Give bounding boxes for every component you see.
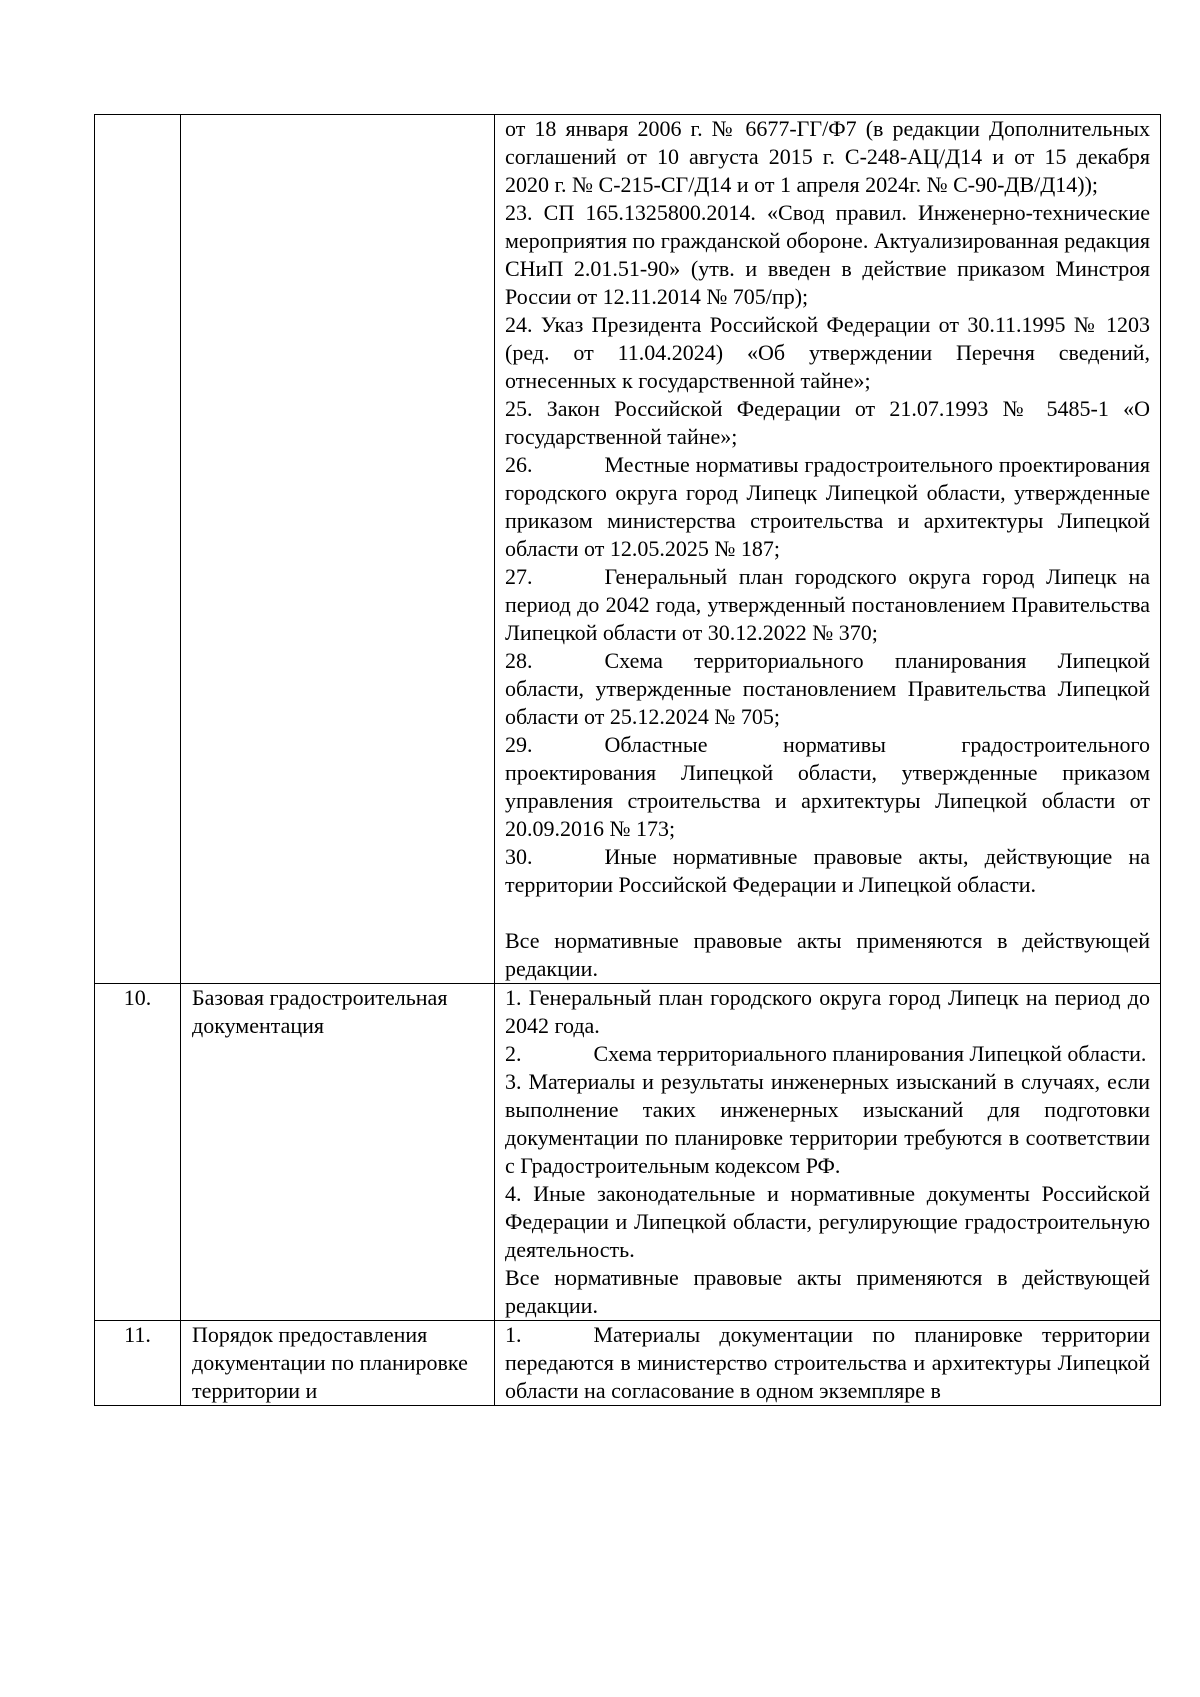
paragraph <box>505 1321 1150 1405</box>
row-number <box>95 115 181 984</box>
item-text: Генеральный план городского округа город Липецк на период до 2042 года, утвержденный постановлением Правительства Липецкой области от 30.12.2022 № 370; <box>505 564 1150 645</box>
table-row <box>95 984 1161 1321</box>
item-text: Схема территориального планирования Липецкой области. <box>593 1041 1147 1066</box>
paragraph <box>505 647 1150 731</box>
paragraph: 3. Материалы и результаты инженерных изысканий в случаях, если выполнение таких инженерных изысканий для подготовки документации по планировке территории требуются в соответствии с Градостроительным кодексом РФ. <box>505 1069 1150 1178</box>
item-text: Материалы документации по планировке территории передаются в министерство строительства и архитектуры Липецкой области на согласование в одном экземпляре в <box>505 1322 1150 1403</box>
paragraph <box>505 843 1150 899</box>
item-number: 30. <box>505 844 533 869</box>
paragraph: 1. Генеральный план городского округа город Липецк на период до 2042 года. <box>505 985 1150 1038</box>
row-title: Порядок предоставления документации по планировке территории и <box>181 1321 495 1406</box>
item-number: 27. <box>505 564 533 589</box>
paragraph <box>505 563 1150 647</box>
requirements-table <box>94 114 1161 1406</box>
table-row <box>95 115 1161 984</box>
item-number: 29. <box>505 732 533 757</box>
blank-line <box>505 899 1150 927</box>
paragraph <box>505 1040 1150 1068</box>
item-number: 28. <box>505 648 533 673</box>
item-number: 1. <box>505 1322 522 1347</box>
paragraph: от 18 января 2006 г. № 6677-ГГ/Ф7 (в редакции Дополнительных соглашений от 10 августа 2015 г. С-248-АЦ/Д14 и от 15 декабря 2020 г. № С-215-СГ/Д14 и от 1 апреля 2024г. № С-90-ДВ/Д14)); <box>505 116 1150 197</box>
paragraph: Все нормативные правовые акты применяются в действующей редакции. <box>505 928 1150 981</box>
table-body <box>95 115 1161 1406</box>
paragraph <box>505 451 1150 563</box>
item-text: Схема территориального планирования Липецкой области, утвержденные постановлением Правительства Липецкой области от 25.12.2024 № 705; <box>505 648 1150 729</box>
item-text: Местные нормативы градостроительного проектирования городского округа город Липецк Липецкой области, утвержденные приказом министерства строительства и архитектуры Липецкой области от 12.05.2025 № 187; <box>505 452 1150 561</box>
item-number: 26. <box>505 452 533 477</box>
paragraph <box>505 731 1150 843</box>
row-number: 10. <box>95 984 181 1321</box>
paragraph: 4. Иные законодательные и нормативные документы Российской Федерации и Липецкой области, регулирующие градостроительную деятельность. <box>505 1181 1150 1262</box>
paragraph: Все нормативные правовые акты применяются в действующей редакции. <box>505 1265 1150 1318</box>
paragraph: 23. СП 165.1325800.2014. «Свод правил. Инженерно-технические мероприятия по гражданской обороне. Актуализированная редакция СНиП 2.01.51-90» (утв. и введен в действие приказом Минстроя России от 12.11.2014 № 705/пр); <box>505 200 1150 309</box>
table-row <box>95 1321 1161 1406</box>
row-title: Базовая градостроительная документация <box>181 984 495 1321</box>
row-title <box>181 115 495 984</box>
paragraph: 24. Указ Президента Российской Федерации от 30.11.1995 № 1203 (ред. от 11.04.2024) «Об утверждении Перечня сведений, отнесенных к государственной тайне»; <box>505 312 1150 393</box>
paragraph: 25. Закон Российской Федерации от 21.07.1993 № 5485-1 «О государственной тайне»; <box>505 396 1150 449</box>
row-content <box>495 1321 1161 1406</box>
row-content <box>495 984 1161 1321</box>
item-number: 2. <box>505 1041 522 1066</box>
row-content <box>495 115 1161 984</box>
item-text: Иные нормативные правовые акты, действующие на территории Российской Федерации и Липецкой области. <box>505 844 1150 897</box>
item-text: Областные нормативы градостроительного проектирования Липецкой области, утвержденные приказом управления строительства и архитектуры Липецкой области от 20.09.2016 № 173; <box>505 732 1150 841</box>
row-number: 11. <box>95 1321 181 1406</box>
